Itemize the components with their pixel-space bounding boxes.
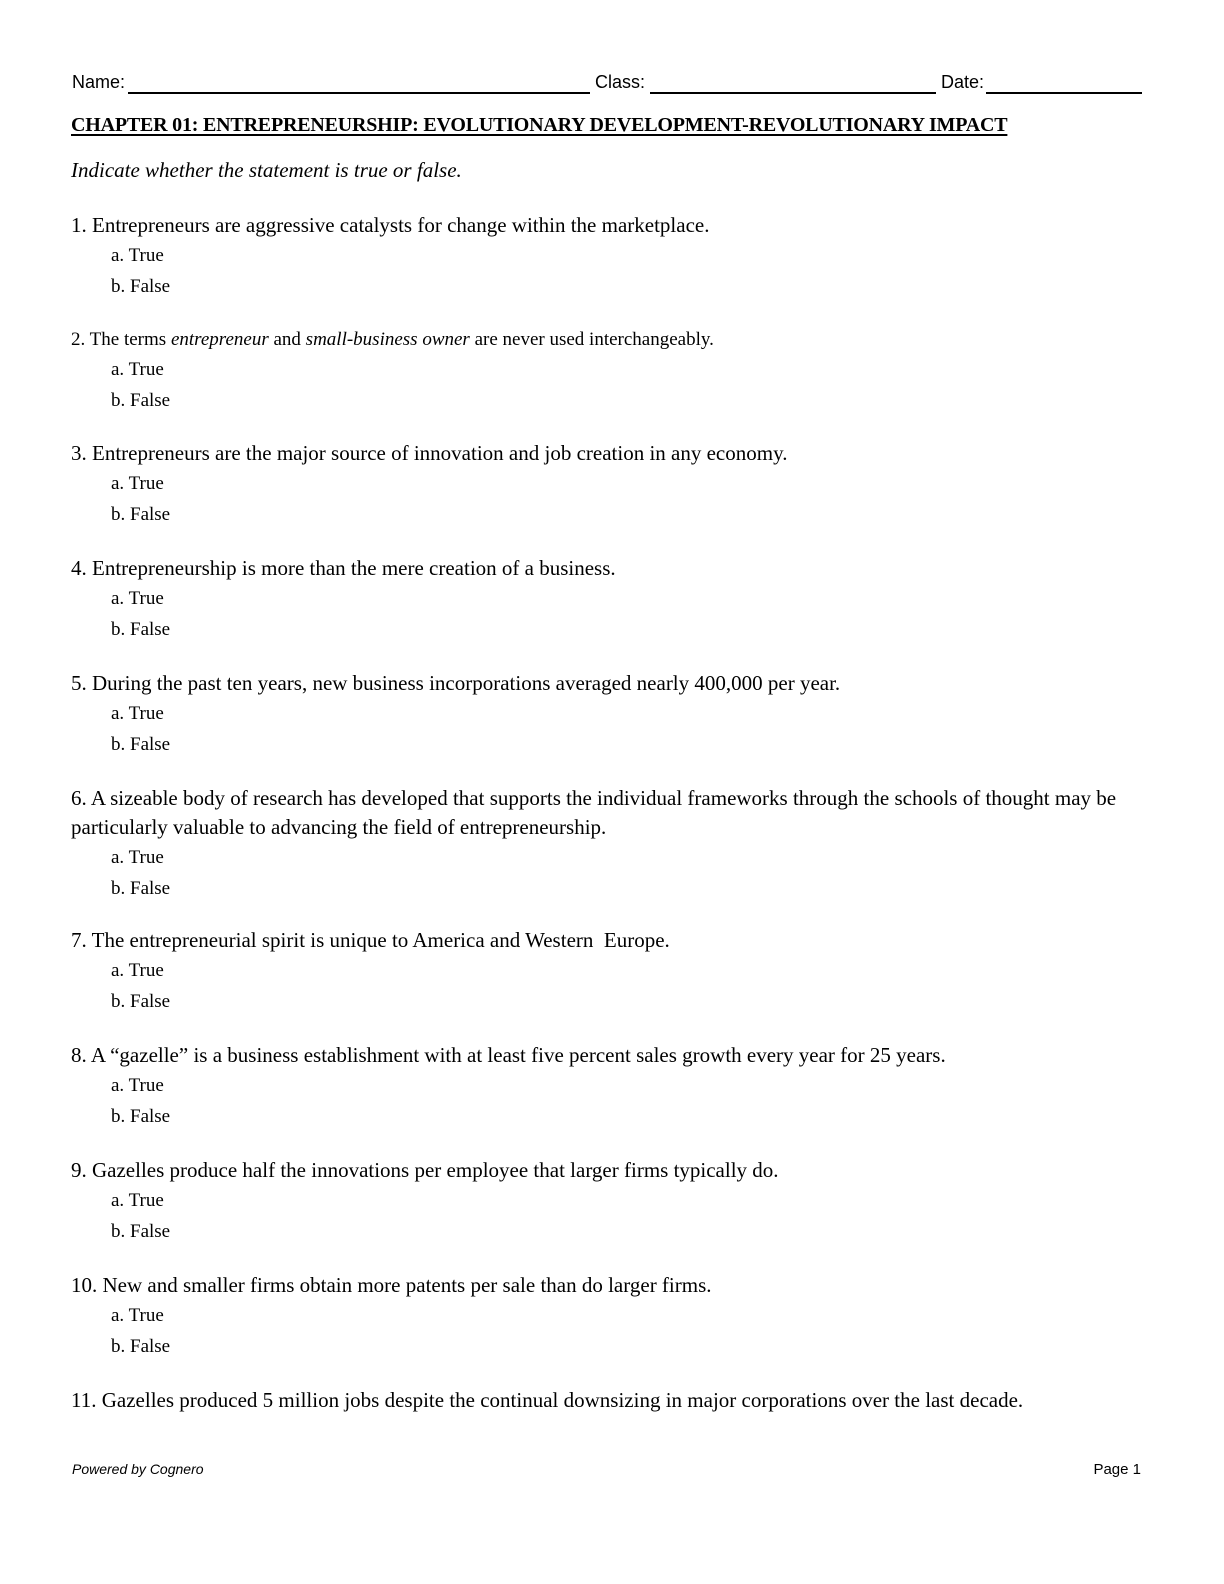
question-3 xyxy=(71,439,1131,530)
option-false[interactable]: b. False xyxy=(111,1336,171,1357)
question-text: 8. A “gazelle” is a business establishment with at least five percent sales growth every year for 25 years. xyxy=(71,1043,946,1067)
option-true[interactable]: a. True xyxy=(111,1190,164,1211)
name-label: Name: xyxy=(72,72,126,92)
option-false[interactable]: b. False xyxy=(111,276,171,297)
term-entrepreneur: entrepreneur xyxy=(170,329,269,350)
question-5 xyxy=(71,669,1131,760)
question-8 xyxy=(71,1041,1131,1132)
date-field[interactable] xyxy=(986,92,1142,94)
chapter-title: CHAPTER 01: ENTREPRENEURSHIP: EVOLUTIONARY DEVELOPMENT-REVOLUTIONARY IMPACT xyxy=(71,114,1008,136)
option-true[interactable]: a. True xyxy=(111,245,164,266)
header-row xyxy=(72,70,1142,96)
question-text: 7. The entrepreneurial spirit is unique to America and Western Europe. xyxy=(71,928,670,952)
question-2 xyxy=(71,325,1131,416)
option-true[interactable]: a. True xyxy=(111,1075,164,1096)
question-text: 4. Entrepreneurship is more than the mere creation of a business. xyxy=(71,556,616,580)
name-field[interactable] xyxy=(128,92,590,94)
page-number: Page 1 xyxy=(1093,1461,1141,1478)
question-text: 11. Gazelles produced 5 million jobs despite the continual downsizing in major corporations over the last decade. xyxy=(71,1388,1024,1412)
question-text: 3. Entrepreneurs are the major source of innovation and job creation in any economy. xyxy=(71,441,788,465)
option-true[interactable]: a. True xyxy=(111,960,164,981)
question-text: 5. During the past ten years, new business incorporations averaged nearly 400,000 per year. xyxy=(71,671,841,695)
question-text: 9. Gazelles produce half the innovations per employee that larger firms typically do. xyxy=(71,1158,779,1182)
question-text: 6. A sizeable body of research has developed that supports the individual frameworks through the schools of thought may be particularly valuable to advancing the field of entrepreneurship. xyxy=(71,786,1117,839)
powered-by-footer: Powered by Cognero xyxy=(72,1461,204,1477)
option-true[interactable]: a. True xyxy=(111,703,164,724)
option-false[interactable]: b. False xyxy=(111,878,171,899)
option-true[interactable]: a. True xyxy=(111,359,164,380)
question-6 xyxy=(71,784,1131,904)
option-false[interactable]: b. False xyxy=(111,734,171,755)
option-false[interactable]: b. False xyxy=(111,991,171,1012)
date-label: Date: xyxy=(941,72,985,92)
question-1 xyxy=(71,211,1131,302)
question-text: 1. Entrepreneurs are aggressive catalysts for change within the marketplace. xyxy=(71,213,710,237)
class-label: Class: xyxy=(595,72,646,92)
question-text: 10. New and smaller firms obtain more patents per sale than do larger firms. xyxy=(71,1273,712,1297)
option-false[interactable]: b. False xyxy=(111,504,171,525)
option-true[interactable]: a. True xyxy=(111,847,164,868)
term-small-business-owner: small-business owner xyxy=(305,329,470,350)
class-field[interactable] xyxy=(650,92,936,94)
option-true[interactable]: a. True xyxy=(111,1305,164,1326)
option-true[interactable]: a. True xyxy=(111,588,164,609)
question-9 xyxy=(71,1156,1131,1247)
instructions: Indicate whether the statement is true or false. xyxy=(71,158,462,182)
question-text: 2. The terms entrepreneur and small-business owner are never used interchangeably. xyxy=(71,329,714,350)
question-7 xyxy=(71,926,1131,1017)
option-false[interactable]: b. False xyxy=(111,1221,171,1242)
option-false[interactable]: b. False xyxy=(111,390,171,411)
question-4 xyxy=(71,554,1131,645)
question-10 xyxy=(71,1271,1131,1362)
option-false[interactable]: b. False xyxy=(111,1106,171,1127)
option-false[interactable]: b. False xyxy=(111,619,171,640)
question-11 xyxy=(71,1386,1131,1415)
option-true[interactable]: a. True xyxy=(111,473,164,494)
